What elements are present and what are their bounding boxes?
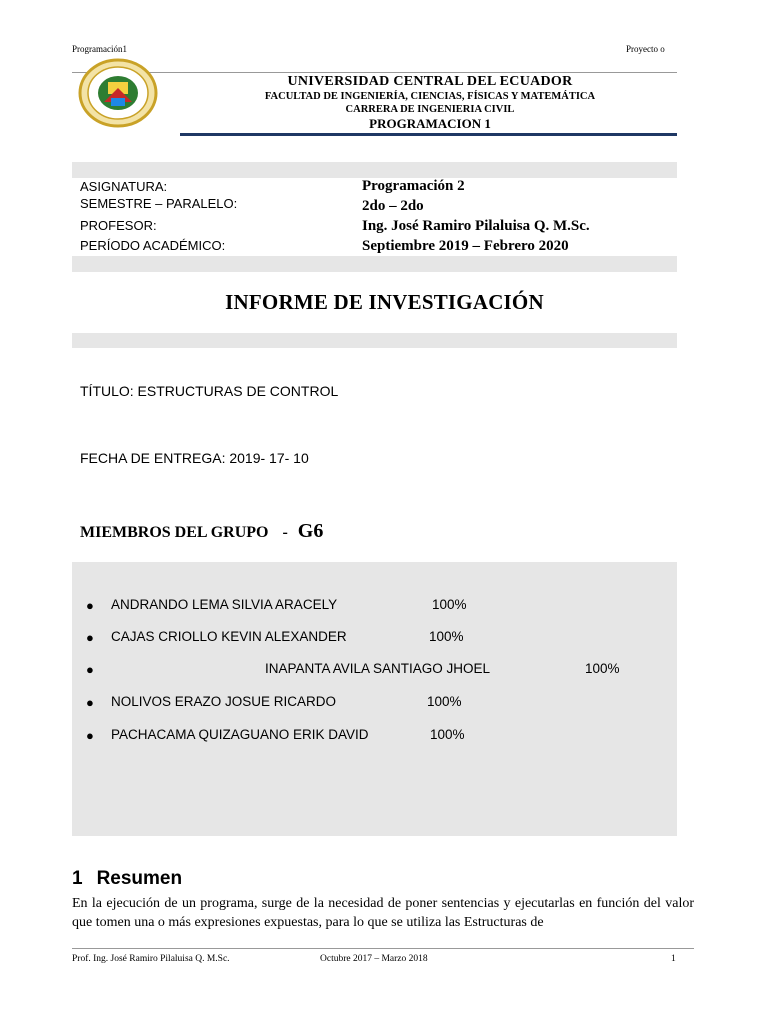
member-percent: 100%: [429, 629, 464, 644]
university-name: UNIVERSIDAD CENTRAL DEL ECUADOR: [287, 74, 573, 89]
info-value-asignatura: Programación 2: [362, 178, 465, 194]
member-name: NOLIVOS ERAZO JOSUE RICARDO: [111, 694, 337, 709]
running-header-right: Proyecto o: [626, 44, 665, 54]
members-heading-sep: -: [282, 524, 288, 541]
header-rule: [72, 72, 677, 73]
footer-rule: [72, 948, 694, 949]
delivery-date: FECHA DE ENTREGA: 2019- 17- 10: [80, 450, 309, 466]
info-value-periodo: Septiembre 2019 – Febrero 2020: [362, 238, 569, 254]
running-header-left: Programación1: [72, 44, 127, 54]
title-bar: [72, 333, 677, 348]
info-label-periodo: PERÍODO ACADÉMICO:: [80, 238, 226, 253]
section-number: 1: [72, 868, 83, 889]
member-name: INAPANTA AVILA SANTIAGO JHOEL: [265, 661, 491, 676]
faculty-name: FACULTAD DE INGENIERÍA, CIENCIAS, FÍSICAS Y MATEMÁTICA: [264, 91, 596, 102]
info-bottom-bar: [72, 256, 677, 272]
member-name: CAJAS CRIOLLO KEVIN ALEXANDER: [111, 629, 347, 644]
section-paragraph: En la ejecución de un programa, surge de la necesidad de poner sentencias y ejecutarlas en función del valor que tomen una o más expresiones expuestas, para lo que se utiliza las Estructuras de: [72, 896, 694, 930]
footer-period: Octubre 2017 – Marzo 2018: [320, 954, 428, 964]
members-heading: [80, 520, 323, 543]
info-label-asignatura: ASIGNATURA:: [80, 179, 168, 194]
header-blue-rule: [180, 133, 677, 136]
program-name: PROGRAMACION 1: [369, 116, 491, 131]
member-percent: 100%: [427, 694, 462, 709]
info-value-profesor: Ing. José Ramiro Pilaluisa Q. M.Sc.: [362, 218, 590, 234]
info-label-semestre: SEMESTRE – PARALELO:: [80, 196, 238, 211]
member-percent: 100%: [585, 661, 620, 676]
career-name: CARRERA DE INGENIERIA CIVIL: [345, 104, 515, 115]
report-subject: TÍTULO: ESTRUCTURAS DE CONTROL: [80, 383, 339, 399]
info-value-semestre: 2do – 2do: [362, 198, 424, 214]
member-name: ANDRANDO LEMA SILVIA ARACELY: [111, 597, 338, 612]
members-heading-text: MIEMBROS DEL GRUPO: [80, 524, 269, 541]
bullet-icon: ●: [86, 630, 94, 645]
info-label-profesor: PROFESOR:: [80, 218, 157, 233]
bullet-icon: ●: [86, 598, 94, 613]
bullet-icon: ●: [86, 662, 94, 677]
group-code: G6: [297, 520, 324, 542]
member-percent: 100%: [432, 597, 467, 612]
bullet-icon: ●: [86, 695, 94, 710]
bullet-icon: ●: [86, 728, 94, 743]
footer-professor: Prof. Ing. José Ramiro Pilaluisa Q. M.Sc.: [72, 954, 230, 964]
university-seal-icon: [78, 58, 158, 128]
member-name: PACHACAMA QUIZAGUANO ERIK DAVID: [111, 727, 369, 742]
page-number: 1: [671, 954, 676, 964]
report-title: INFORME DE INVESTIGACIÓN: [225, 290, 544, 314]
member-percent: 100%: [430, 727, 465, 742]
section-heading: [72, 868, 182, 890]
info-top-bar: [72, 162, 677, 178]
section-title: Resumen: [96, 868, 183, 889]
